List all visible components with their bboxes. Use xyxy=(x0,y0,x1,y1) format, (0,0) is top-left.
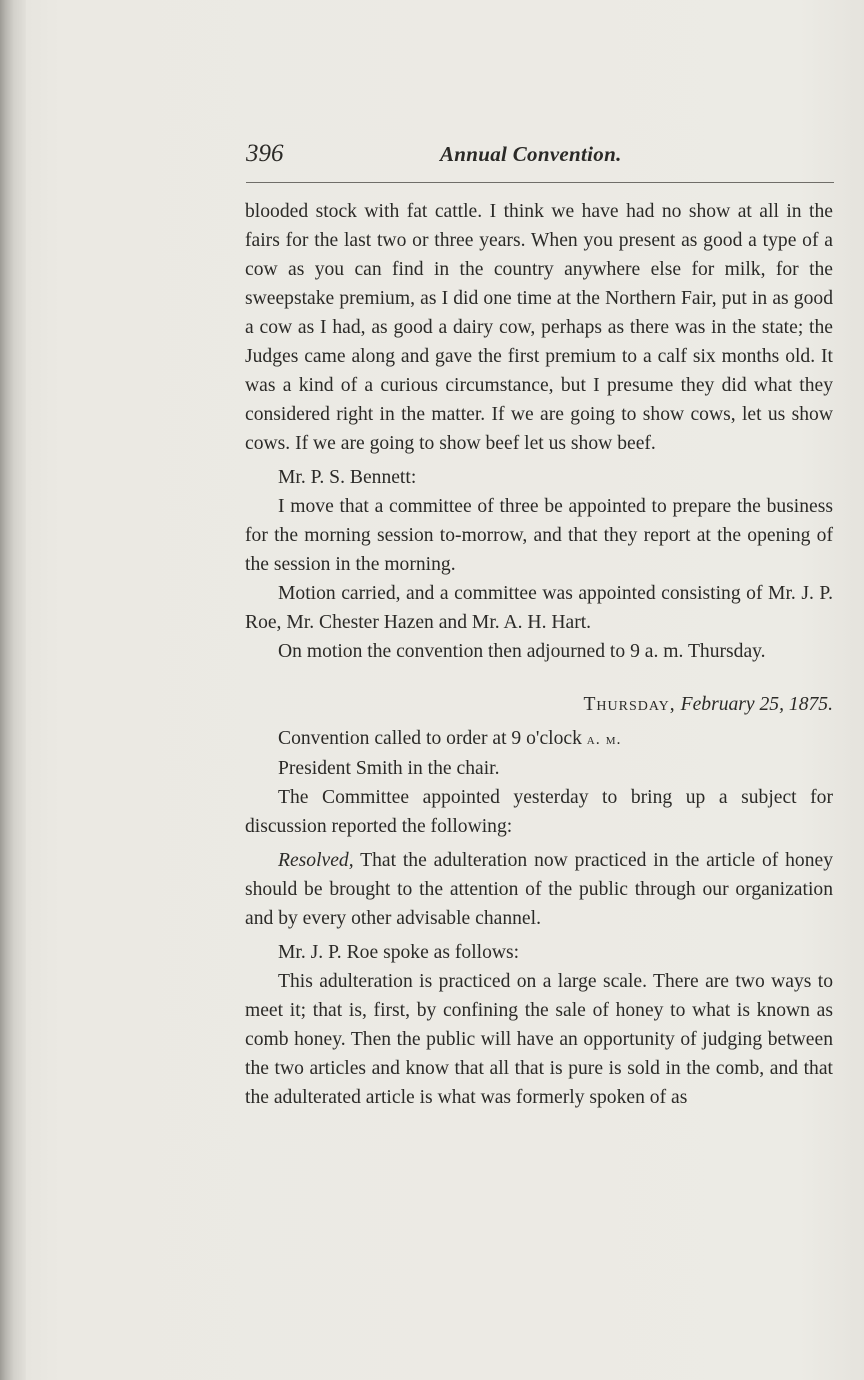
page-number: 396 xyxy=(246,140,284,167)
body-text xyxy=(245,197,833,1112)
page-header xyxy=(244,140,834,174)
paragraph-motion: I move that a committee of three be appointed to prepare the business for the morning session to-morrow, and that they report at the opening of the session in the morning. xyxy=(245,496,833,575)
running-title: Annual Convention. xyxy=(440,142,622,166)
paragraph-resolution xyxy=(245,846,833,933)
dateline-day: Thursday, xyxy=(583,694,676,715)
called-to-order-time: a. m. xyxy=(586,731,622,748)
paragraph-adjourned: On motion the convention then adjourned to 9 a. m. Thursday. xyxy=(278,641,766,662)
page-binding-shadow xyxy=(0,0,26,1380)
dateline-date: February 25, 1875. xyxy=(680,694,833,715)
paragraph-president: President Smith in the chair. xyxy=(278,758,500,779)
dateline xyxy=(245,690,833,719)
speaker-roe: Mr. J. P. Roe spoke as follows: xyxy=(278,942,520,963)
paragraph-roe-speech: This adulteration is practiced on a large scale. There are two ways to meet it; that is, first, by confining the sale of honey to what is known as comb honey. Then the public will have an opportunity of judging between the two articles and know that all that is pure is sold in the comb, and that the adulterated article is what was formerly spoken of as xyxy=(245,971,833,1108)
paragraph-continued-speech: blooded stock with fat cattle. I think we have had no show at all in the fairs for the last two or three years. When you present as good a type of a cow as you can find in the country anywhere else for milk, for the sweepstake premium, as I did one time at the Northern Fair, put in as good a cow as I had, as good a dairy cow, perhaps as there was in the state; the Judges came along and gave the first premium to a calf six months old. It was a kind of a curious circumstance, but I presume they did what they considered right in the matter. If we are going to show cows, let us show cows. If we are going to show beef let us show beef. xyxy=(245,201,833,454)
header-rule xyxy=(246,182,834,183)
paragraph-committee-report: The Committee appointed yesterday to bring up a subject for discussion reported the following: xyxy=(245,787,833,837)
paragraph-motion-carried: Motion carried, and a committee was appointed consisting of Mr. J. P. Roe, Mr. Chester Hazen and Mr. A. H. Hart. xyxy=(245,583,833,633)
speaker-bennett: Mr. P. S. Bennett: xyxy=(278,467,417,488)
resolution-text: That the adulteration now practiced in the article of honey should be brought to the attention of the public through our organization and by every other advisable channel. xyxy=(245,850,833,929)
called-to-order-text: Convention called to order at 9 o'clock xyxy=(278,728,582,749)
resolved-lead: Resolved, xyxy=(278,850,354,871)
paragraph-called-to-order xyxy=(245,724,833,754)
